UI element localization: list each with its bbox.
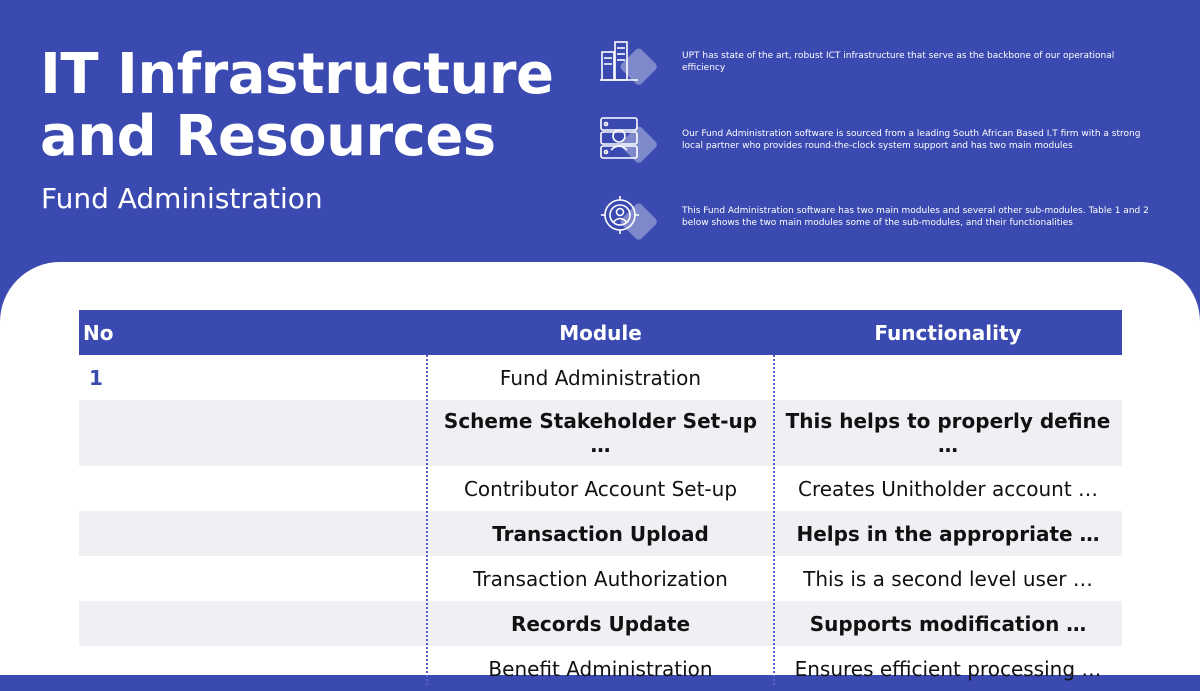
cell-functionality: This helps to properly define … — [785, 409, 1111, 457]
header-functionality: Functionality — [874, 320, 1022, 345]
cell-functionality: Ensures efficient processing … — [794, 656, 1102, 681]
column-divider — [426, 355, 428, 685]
table-row — [79, 511, 1122, 556]
column-divider — [773, 355, 775, 685]
cell-module: Fund Administration — [499, 365, 702, 390]
info-item — [598, 193, 1158, 257]
cell-functionality: This is a second level user … — [803, 566, 1093, 591]
server-stack-icon — [598, 38, 668, 98]
page-subtitle: Fund Administration — [41, 182, 323, 215]
cell-functionality: Supports modification … — [809, 611, 1087, 636]
info-text: Our Fund Administration software is sourced from a leading South African Based I.T firm with a strong local partner who provides round-the-clock system support and has two main modules — [682, 129, 1141, 151]
title-line-1: IT Infrastructure — [40, 42, 554, 107]
info-item — [598, 38, 1158, 102]
info-item — [598, 116, 1158, 180]
table-header — [79, 310, 1122, 355]
info-text: This Fund Administration software has two main modules and several other sub-modules. Table 1 and 2 below shows the two main modules some of the sub-modules, and their functionalities — [682, 206, 1149, 228]
info-text: UPT has state of the art, robust ICT infrastructure that serve as the backbone of our operational efficiency — [682, 51, 1115, 73]
cell-module: Transaction Authorization — [473, 566, 728, 591]
table-row — [79, 556, 1122, 601]
gear-user-icon — [598, 193, 668, 253]
table-row — [79, 646, 1122, 691]
cell-module: Contributor Account Set-up — [463, 476, 738, 501]
header-module: Module — [559, 320, 642, 345]
cell-module: Records Update — [510, 611, 691, 636]
table-row — [79, 466, 1122, 511]
cell-module: Benefit Administration — [488, 656, 713, 681]
table-row — [79, 601, 1122, 646]
page-title — [40, 44, 554, 168]
cell-functionality: Helps in the appropriate … — [796, 521, 1100, 546]
table-row — [79, 400, 1122, 466]
title-line-2: and Resources — [40, 104, 496, 169]
cell-no: 1 — [89, 365, 103, 390]
cell-module: Transaction Upload — [492, 521, 709, 546]
server-support-icon — [598, 116, 668, 176]
header-no: No — [83, 320, 114, 345]
modules-table — [79, 310, 1122, 691]
table-row — [79, 355, 1122, 400]
cell-functionality: Creates Unitholder account … — [797, 476, 1099, 501]
cell-module: Scheme Stakeholder Set-up … — [443, 409, 758, 457]
